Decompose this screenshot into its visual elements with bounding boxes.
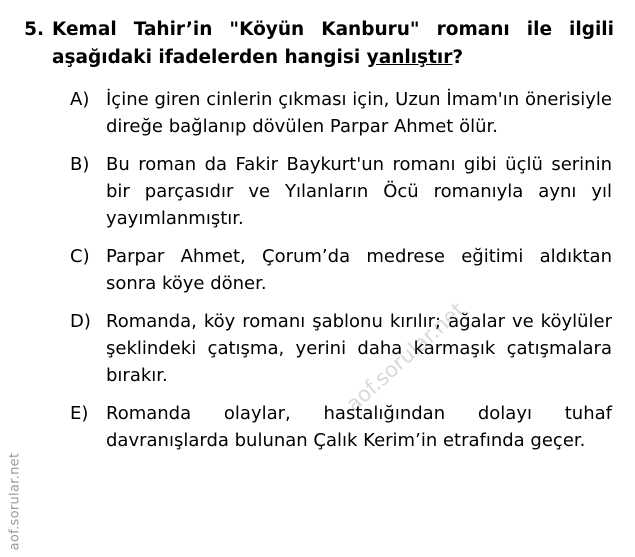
option-a[interactable] <box>66 86 621 140</box>
option-c-text: Parpar Ahmet, Çorum’da medrese eğitimi aldıktan sonra köye döner. <box>106 246 612 294</box>
option-a-text: İçine giren cinlerin çıkması için, Uzun İmam'ın önerisiyle direğe bağlanıp dövülen Parpar Ahmet ölür. <box>106 89 612 137</box>
option-b[interactable] <box>66 151 621 232</box>
option-d-text: Romanda, köy romanı şablonu kırılır; ağalar ve köylüler şeklindeki çatışma, yerini daha karmaşık çatışmalara bırakır. <box>106 311 612 386</box>
question-text-emphasis: yanlıştır <box>366 47 453 68</box>
side-watermark-text: aof.sorular.net <box>7 452 23 551</box>
option-a-label: A) <box>70 89 90 110</box>
option-c-label: C) <box>70 246 90 267</box>
diagonal-watermark: aof.sorular.net <box>341 297 470 417</box>
option-e-label: E) <box>70 403 89 424</box>
question-text-part2: ? <box>452 47 464 68</box>
question-text-part1: Kemal Tahir’in "Köyün Kanburu" romanı ile ilgili aşağıdaki ifadelerden hangisi <box>52 19 614 68</box>
option-d-label: D) <box>70 311 91 332</box>
option-d[interactable] <box>66 308 621 389</box>
option-e-text: Romanda olaylar, hastalığından dolayı tuhaf davranışlarda bulunan Çalık Kerim’in etrafında geçer. <box>106 403 612 451</box>
question-number: 5. <box>24 19 44 40</box>
question-stem <box>22 16 621 72</box>
question-text <box>52 16 614 72</box>
option-c[interactable] <box>66 243 621 297</box>
option-list <box>22 86 621 454</box>
option-b-label: B) <box>70 154 90 175</box>
option-b-text: Bu roman da Fakir Baykurt'un romanı gibi üçlü serinin bir parçasıdır ve Yılanların Öcü romanıyla aynı yıl yayımlanmıştır. <box>106 154 612 229</box>
option-e[interactable] <box>66 400 621 454</box>
